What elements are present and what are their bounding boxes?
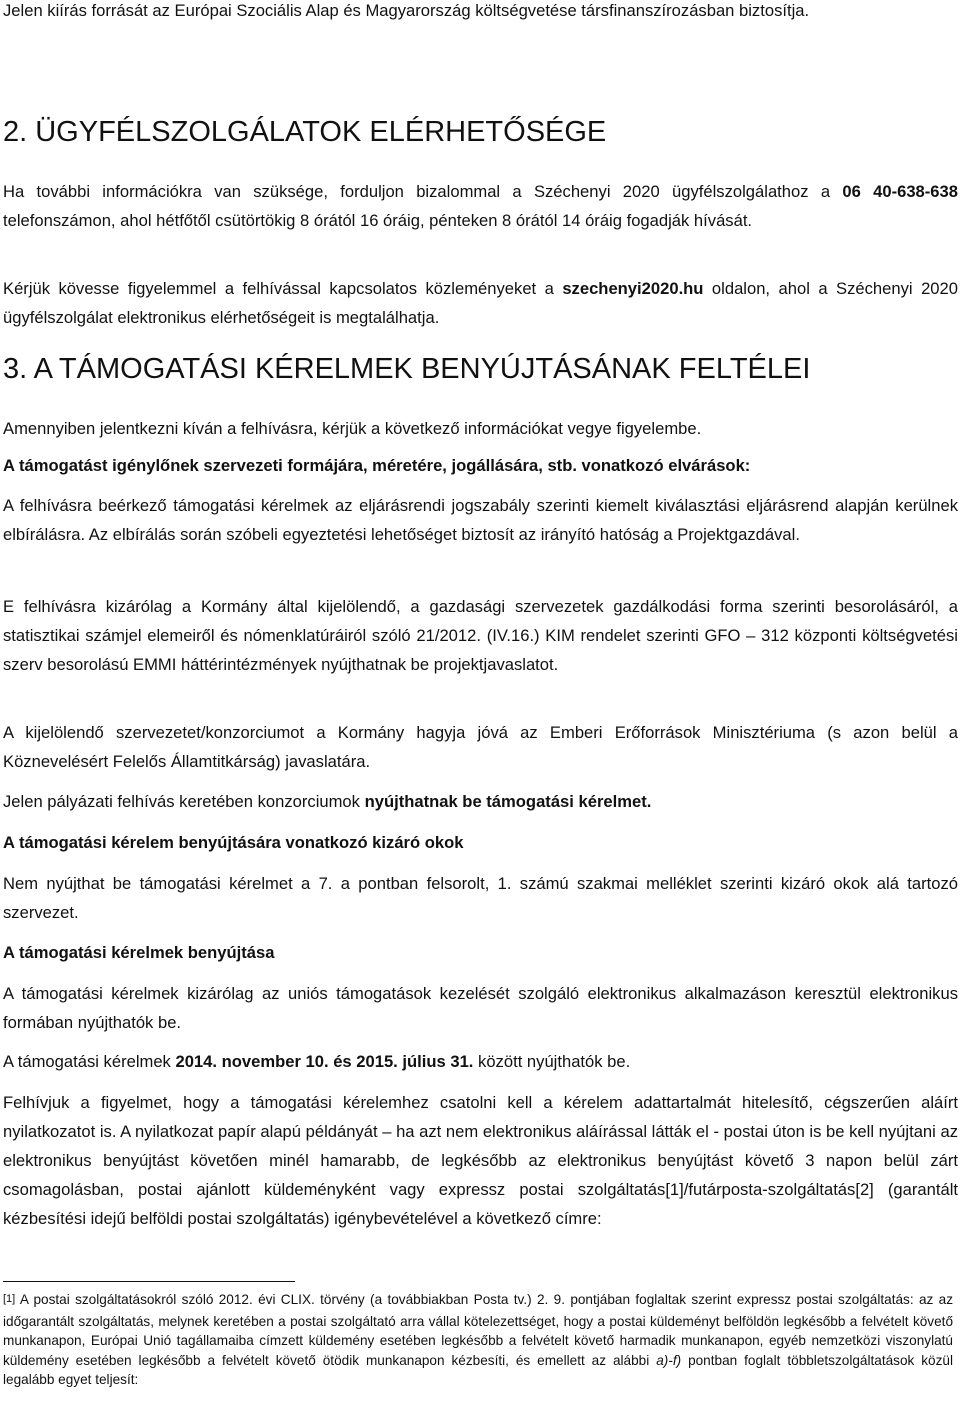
footnote-1	[3, 1290, 953, 1390]
notices-text-end: oldalon, ahol a Széchenyi 2020 ügyfélszolgálat elektronikus elérhetőségeit is megtalálhatja.	[3, 279, 958, 327]
notices-text-start: Kérjük kövesse figyelemmel a felhívással kapcsolatos közleményeket a	[3, 279, 563, 298]
consortium-emphasis: nyújthatnak be támogatási kérelmet.	[364, 792, 652, 811]
footnote-text: A postai szolgáltatásokról szóló 2012. évi CLIX. törvény (a továbbiakban Posta tv.) 2. 9. pontjában foglaltak szerint expressz postai szolgáltatás: az az időgarantált szolgáltatás, melynek keretében a postai szolgáltató arra vállal kötelezettséget, hogy a postai küldeményt belföldön legkésőbb a felvételt követő munkanapon, Európai Unió tagállamaiba címzett küldemény esetében legkésőbb a felvételt követő harmadik munkanapon, egyéb nemzetközi viszonylatú küldemény esetében legkésőbb a felvételt követő ötödik munkanapon kézbesíti, és emellett az alábbi	[3, 1292, 953, 1368]
helpdesk-paragraph	[3, 177, 958, 235]
helpdesk-text-start: Ha további információkra van szüksége, forduljon bizalommal a Széchenyi 2020 ügyfélszolgálathoz a	[3, 182, 843, 201]
footnote-separator	[3, 1281, 295, 1282]
helpdesk-text-end: telefonszámon, ahol hétfőtől csütörtökig 8 órától 16 óráig, pénteken 8 órától 14 óráig fogadják hívását.	[3, 211, 753, 230]
subheading-exclusion-reasons: A támogatási kérelem benyújtására vonatkozó kizáró okok	[3, 833, 464, 852]
intro-paragraph: Jelen kiírás forrását az Európai Szociális Alap és Magyarország költségvetése társfinanszírozásban biztosítja.	[3, 1, 810, 20]
section-3-heading: 3. A TÁMOGATÁSI KÉRELMEK BENYÚJTÁSÁNAK FELTÉLEI	[3, 353, 811, 385]
footnote-italic: a)-f)	[656, 1352, 682, 1368]
subheading-submission: A támogatási kérelmek benyújtása	[3, 943, 275, 962]
section-3-intro: Amennyiben jelentkezni kíván a felhívásra, kérjük a következő információkat vegye figyelembe.	[3, 419, 702, 438]
exclusion-paragraph: Nem nyújthat be támogatási kérelmet a 7. a pontban felsorolt, 1. számú szakmai melléklet szerinti kizáró okok alá tartozó szervezet.	[3, 874, 958, 922]
section-2-heading: 2. ÜGYFÉLSZOLGÁLATOK ELÉRHETŐSÉGE	[3, 116, 607, 148]
footnote-marker: [1]	[3, 1293, 16, 1305]
consortium-text: Jelen pályázati felhívás keretében konzorciumok	[3, 792, 365, 811]
helpdesk-phone: 06 40-638-638	[842, 182, 958, 201]
website-link[interactable]: szechenyi2020.hu	[562, 279, 704, 298]
submission-period-paragraph	[3, 1047, 958, 1076]
declaration-paragraph: Felhívjuk a figyelmet, hogy a támogatási kérelemhez csatolni kell a kérelem adattartalmát hitelesítő, cégszerűen aláírt nyilatkozatot is. A nyilatkozat papír alapú példányát – ha azt nem elektronikus aláírással látták el - postai úton is be kell nyújtani az elektronikus benyújtást követően minél hamarabb, de legkésőbb az elektronikus benyújtást követő 3 napon belül zárt csomagolásban, postai ajánlott küldeményként vagy expressz postai szolgáltatás[1]/futárposta-szolgáltatás[2] (garantált kézbesítési idejű belföldi postai szolgáltatás) igénybevételével a következő címre:	[3, 1093, 958, 1228]
submission-period-text-start: A támogatási kérelmek	[3, 1052, 176, 1071]
submission-period-dates: 2014. november 10. és 2015. július 31.	[175, 1052, 474, 1071]
notices-paragraph	[3, 274, 958, 332]
designation-paragraph: A kijelölendő szervezetet/konzorciumot a Kormány hagyja jóvá az Emberi Erőforrások Minisztériuma (s azon belül a Köznevelésért Felelős Államtitkárság) javaslatára.	[3, 723, 958, 771]
footnote-text-end: pontban foglalt többletszolgáltatások közül legalább egyet teljesít:	[3, 1352, 953, 1387]
evaluation-paragraph: A felhívásra beérkező támogatási kérelmek az eljárásrendi jogszabály szerinti kiemelt kiválasztási eljárásrend alapján kerülnek elbírálásra. Az elbírálás során szóbeli egyeztetési lehetőséget biztosít az irányító hatóság a Projektgazdával.	[3, 496, 958, 544]
subheading-applicant-requirements: A támogatást igénylőnek szervezeti formájára, méretére, jogállására, stb. vonatkozó elvárások:	[3, 456, 751, 475]
consortium-paragraph	[3, 787, 958, 816]
eligibility-paragraph: E felhívásra kizárólag a Kormány által kijelölendő, a gazdasági szervezetek gazdálkodási forma szerinti besorolásáról, a statisztikai számjel elemeiről és nómenklatúráiról szóló 21/2012. (IV.16.) KIM rendelet szerinti GFO – 312 központi költségvetési szerv besorolású EMMI háttérintézmények nyújthatnak be projektjavaslatot.	[3, 597, 958, 674]
submission-period-text-end: között nyújthatók be.	[473, 1052, 631, 1071]
submission-method-paragraph: A támogatási kérelmek kizárólag az uniós támogatások kezelését szolgáló elektronikus alkalmazáson keresztül elektronikus formában nyújthatók be.	[3, 984, 958, 1032]
